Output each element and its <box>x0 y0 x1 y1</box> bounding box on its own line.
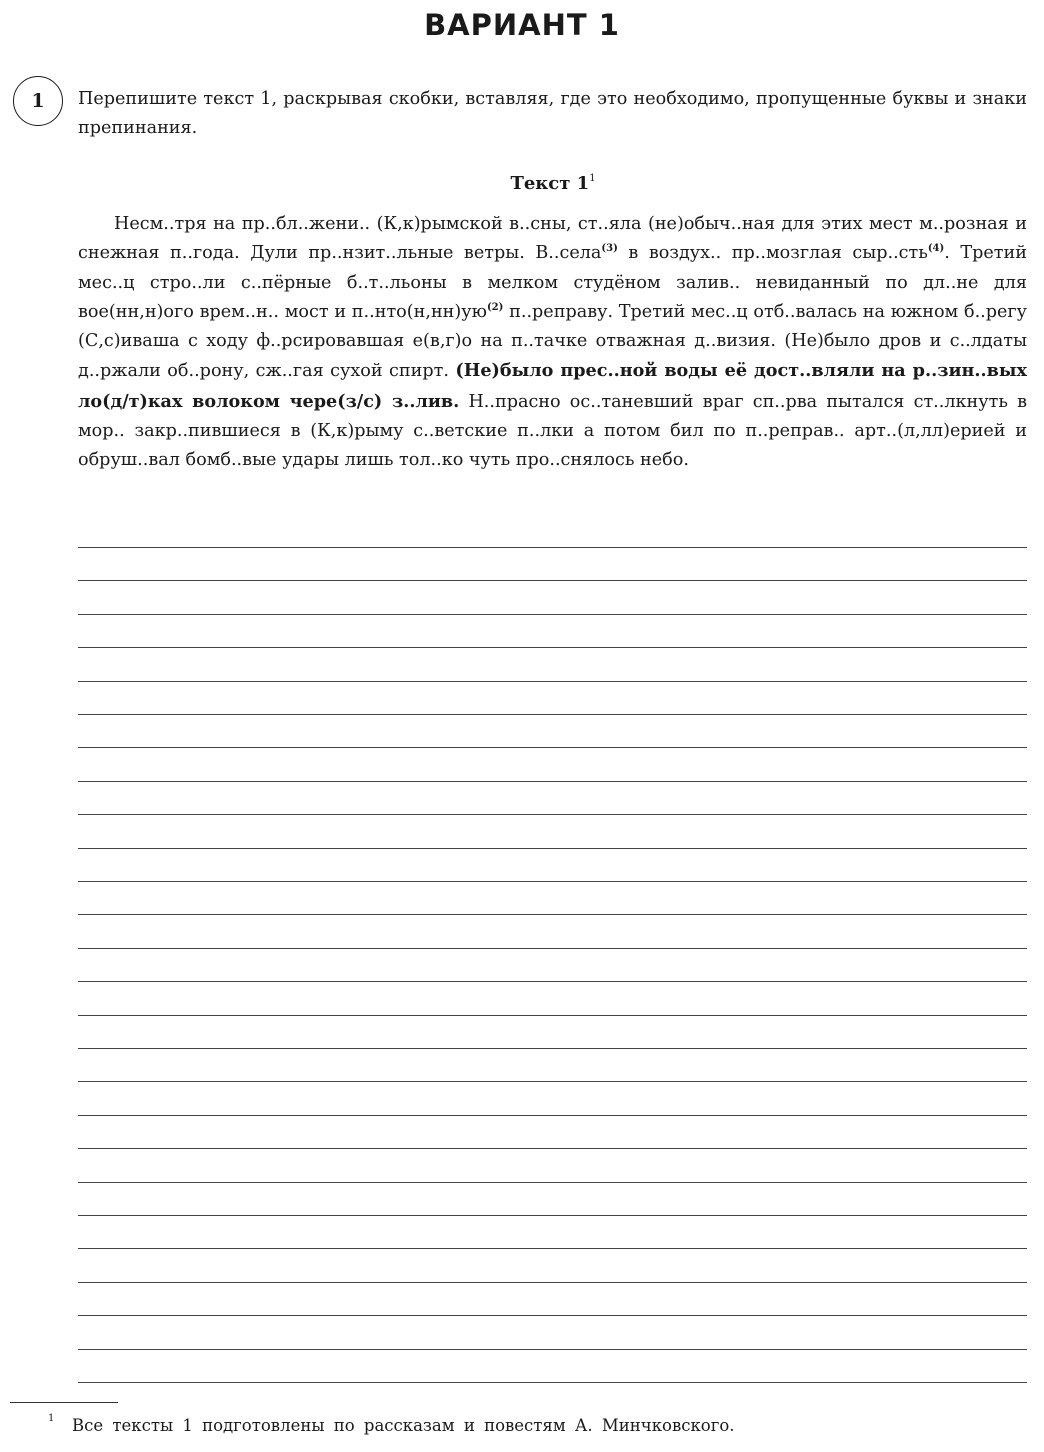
answer-line <box>78 714 1027 715</box>
answer-line <box>78 881 1027 882</box>
answer-line <box>78 1081 1027 1082</box>
answer-line <box>78 1349 1027 1350</box>
answer-line <box>78 1115 1027 1116</box>
text-segment: Несм..тря на пр..бл..жени.. (К,к)рымской в..сны, ст..яла (не)обыч..ная для этих мест м..розная и снежная п..года. Дули пр..нзит..льные ветры. В..села <box>78 214 1027 264</box>
footnote-divider <box>10 1402 118 1403</box>
answer-line <box>78 814 1027 815</box>
answer-line <box>78 614 1027 615</box>
answer-line <box>78 1182 1027 1183</box>
answer-line <box>78 647 1027 648</box>
text-segment: . Третий мес..ц стро..ли с..пёрные б..т..льоны в мелком студёном залив.. невиданный по дл..не для вое(нн,н)ого врем..н.. мост и п..нто(н,нн)ую <box>78 243 1027 322</box>
footnote-text: Все тексты 1 подготовлены по рассказам и повестям А. Минчковского. <box>72 1416 735 1435</box>
text-heading-footnote-mark: 1 <box>589 173 596 184</box>
answer-line <box>78 781 1027 782</box>
footnote <box>48 1413 735 1435</box>
text-segment: п..реправу. Третий мес..ц отб..валась на южном б..регу (С,с)иваша с ходу ф..рсировавшая е(в,г)о на п..тачке отважная д..визия. (Не)было дров и с..лдаты д..ржали об..рону, сж..гая сухой спирт. <box>78 301 1028 382</box>
answer-line <box>78 547 1027 548</box>
answer-line <box>78 1382 1027 1383</box>
bold-text-segment: (Не)было прес..ной воды её дост..вляли на р..зин..вых ло(д/т)ках волоком чере(з/с) з..лив. <box>78 360 1027 412</box>
task-number-badge: 1 <box>13 76 63 126</box>
answer-line <box>78 1315 1027 1316</box>
footnote-marker: (2) <box>486 301 504 313</box>
answer-line <box>78 1148 1027 1149</box>
answer-line <box>78 747 1027 748</box>
answer-line <box>78 681 1027 682</box>
answer-line <box>78 1215 1027 1216</box>
footnote-marker: (4) <box>927 243 945 255</box>
footnote-mark: 1 <box>48 1413 55 1424</box>
variant-title: ВАРИАНТ 1 <box>424 8 620 42</box>
answer-line <box>78 1248 1027 1249</box>
text-segment: в воздух.. пр..мозглая сыр..сть <box>617 243 928 264</box>
task-instruction: Перепишите текст 1, раскрывая скобки, вставляя, где это необходимо, пропущенные буквы и знаки препинания. <box>78 89 1027 138</box>
footnote-marker: (3) <box>601 243 618 255</box>
answer-line <box>78 914 1027 915</box>
answer-line <box>78 1282 1027 1283</box>
answer-lines <box>78 0 1027 1452</box>
text-heading-label: Текст 1 <box>510 173 590 194</box>
answer-line <box>78 948 1027 949</box>
answer-line <box>78 848 1027 849</box>
answer-line <box>78 580 1027 581</box>
answer-line <box>78 981 1027 982</box>
answer-line <box>78 1048 1027 1049</box>
text-segment: Н..прасно ос..таневший враг сп..рва пытался ст..лкнуть в мор.. закр..пившиеся в (К,к)рыму с..ветские п..лки а потом бил по п..реправ.. арт..(л,лл)ерией и обруш..вал бомб..вые удары лишь тол..ко чуть про..снялось небо. <box>78 391 1028 471</box>
answer-line <box>78 1015 1027 1016</box>
